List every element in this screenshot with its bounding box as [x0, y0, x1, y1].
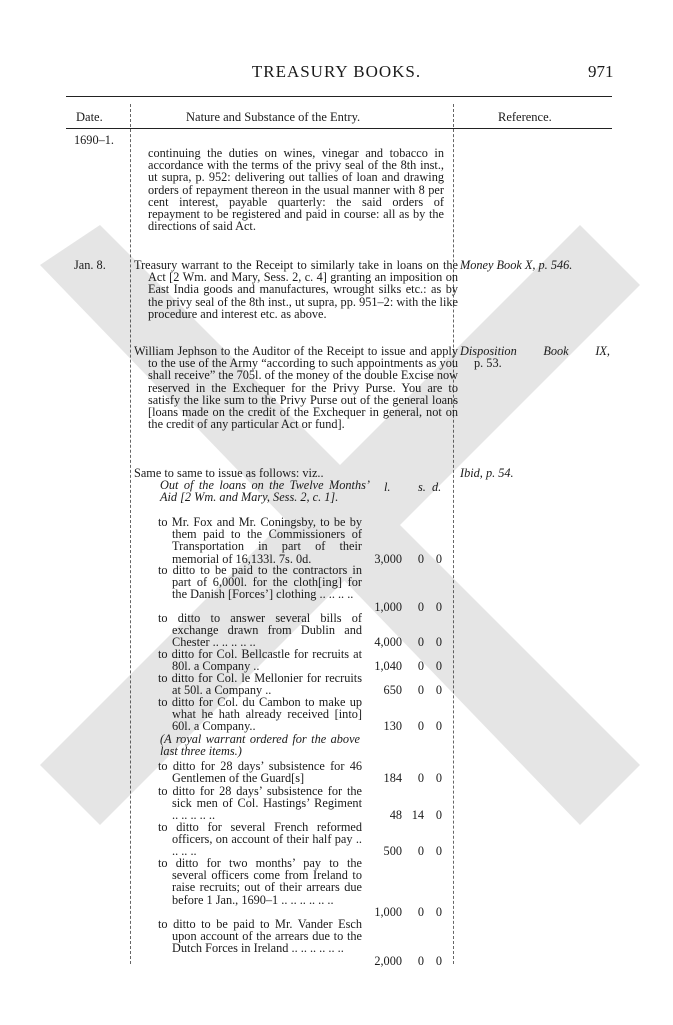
amount-shillings: 0	[417, 904, 424, 919]
amount-shillings: 0	[417, 953, 424, 968]
amount-pence: 0	[435, 659, 442, 674]
amount-pence: 0	[435, 551, 442, 566]
amount-pounds: 48	[389, 808, 402, 823]
amount-pence: 0	[435, 904, 442, 919]
amount-pounds: 4,000	[374, 635, 402, 650]
year-label: 1690–1.	[74, 133, 114, 147]
amount-pence: 0	[435, 953, 442, 968]
page-number: 971	[588, 62, 614, 81]
amount-shillings: 0	[417, 771, 424, 786]
amount-shillings: 14	[411, 808, 424, 823]
amount-shillings: 0	[417, 635, 424, 650]
column-divider-right	[453, 104, 454, 964]
amount-pounds: 184	[383, 771, 402, 786]
column-divider-left	[130, 104, 131, 964]
payment-item-text: to ditto for two months’ pay to the several officers come from Ireland to raise recruits; out of their arrears due before 1 Jan., 1690–1 .. .. .. .. .. ..	[158, 856, 362, 907]
entry-reference: Disposition Book IX,	[460, 344, 610, 358]
amount-pounds: 650	[383, 683, 402, 698]
loans-heading: Out of the loans on the Twelve Months’ Aid [2 Wm. and Mary, Sess. 2, c. 1].	[160, 478, 370, 505]
amount-shillings: 0	[417, 719, 424, 734]
amount-pence: 0	[435, 808, 442, 823]
entry-treasury-warrant	[134, 259, 458, 320]
amount-pounds: 1,000	[374, 904, 402, 919]
money-header-pounds: l.	[384, 480, 391, 494]
amount-shillings: 0	[417, 659, 424, 674]
entry-issue-list-intro: Same to same to issue as follows: viz..	[134, 466, 324, 480]
payment-item-text: to ditto for Col. Bellcastle for recruits at 80l. a Company ..	[158, 647, 362, 674]
payment-item-text: to ditto for Col. le Mellonier for recruits at 50l. a Company ..	[158, 671, 362, 698]
entry-reference: Ibid, p. 54.	[460, 466, 514, 480]
entry-reference: Money Book X, p. 546.	[460, 258, 573, 272]
column-header-nature: Nature and Substance of the Entry.	[186, 110, 361, 124]
amount-pounds: 1,040	[374, 659, 402, 674]
payment-item-text: to ditto to be paid to Mr. Vander Esch upon account of the arrears due to the Dutch Forces in Ireland .. .. .. .. .. ..	[158, 917, 362, 956]
entry-jephson	[134, 345, 458, 430]
payment-item-text: (A royal warrant ordered for the above last three items.)	[160, 732, 360, 759]
column-header-reference: Reference.	[498, 110, 552, 124]
payment-item-text: to ditto to answer several bills of exchange drawn from Dublin and Chester .. .. .. .. ..	[158, 611, 362, 650]
entry-text: Treasury warrant to the Receipt to similarly take in loans on the Act [2 Wm. and Mary, Sess. 2, c. 4] granting an imposition on East India goods and manufactures, wrought silks etc.: as by the privy seal of the 8th inst., ut supra, pp. 951–2: with the like procedure and interest etc. as above.	[134, 258, 458, 321]
amount-pounds: 3,000	[374, 551, 402, 566]
payment-item-text: to ditto for 28 days’ subsistence for 46 Gentlemen of the Guard[s]	[158, 759, 362, 786]
column-header-date: Date.	[76, 110, 103, 124]
entry-reference-page: p. 53.	[474, 356, 502, 370]
amount-shillings: 0	[417, 683, 424, 698]
column-header-rule	[66, 128, 612, 129]
amount-pounds: 130	[383, 719, 402, 734]
amount-shillings: 0	[417, 599, 424, 614]
entry-text: continuing the duties on wines, vinegar and tobacco in accordance with the terms of the privy seal of the 8th inst., ut supra, p. 952: delivering out tallies of loan and drawing orders of repayment thereon in the usual manner with 8 per cent interest, payable quarterly: the said orders of repayment to be registered and paid in course: all as by the directions of said Act.	[148, 146, 444, 234]
amount-shillings: 0	[417, 844, 424, 859]
payment-item-text: to ditto for Col. du Cambon to make up what he hath already received [into] 60l. a Company..	[158, 695, 362, 734]
money-header-pence: d.	[432, 480, 442, 494]
payment-item-text: to Mr. Fox and Mr. Coningsby, to be by them paid to the Commissioners of Transportation in part of their memorial of 16,133l. 7s. 0d.	[158, 515, 362, 566]
payment-item-text: to ditto for 28 days’ subsistence for the sick men of Col. Hastings’ Regiment .. .. .. .. ..	[158, 784, 362, 823]
entry-text: William Jephson to the Auditor of the Receipt to issue and apply to the use of the Army “according to such appointments as you shall receive” the 705l. of the money of the double Excise now reserved in the Exchequer for the Privy Purse. You are to satisfy the like sum to the Privy Purse out of the general loans [loans made on the credit of the Exchequer in general, not on the credit of any particular Act or fund].	[134, 344, 458, 432]
amount-pounds: 500	[383, 844, 402, 859]
entry-date: Jan. 8.	[74, 258, 106, 272]
payment-item-text: to ditto to be paid to the contractors in part of 6,000l. for the cloth[ing] for the Danish [Forces’] clothing .. .. .. ..	[158, 563, 362, 602]
amount-shillings: 0	[417, 551, 424, 566]
header-rule	[66, 96, 612, 97]
amount-pence: 0	[435, 635, 442, 650]
amount-pounds: 1,000	[374, 599, 402, 614]
amount-pence: 0	[435, 683, 442, 698]
amount-pence: 0	[435, 719, 442, 734]
amount-pence: 0	[435, 771, 442, 786]
running-title: TREASURY BOOKS.	[251, 62, 422, 81]
amount-pence: 0	[435, 844, 442, 859]
payment-item-text: to ditto for several French reformed officers, on account of their half pay .. .. .. ..	[158, 820, 362, 859]
amount-pounds: 2,000	[374, 953, 402, 968]
entry-continuation	[148, 147, 444, 232]
money-header-shillings: s.	[418, 480, 426, 494]
amount-pence: 0	[435, 599, 442, 614]
